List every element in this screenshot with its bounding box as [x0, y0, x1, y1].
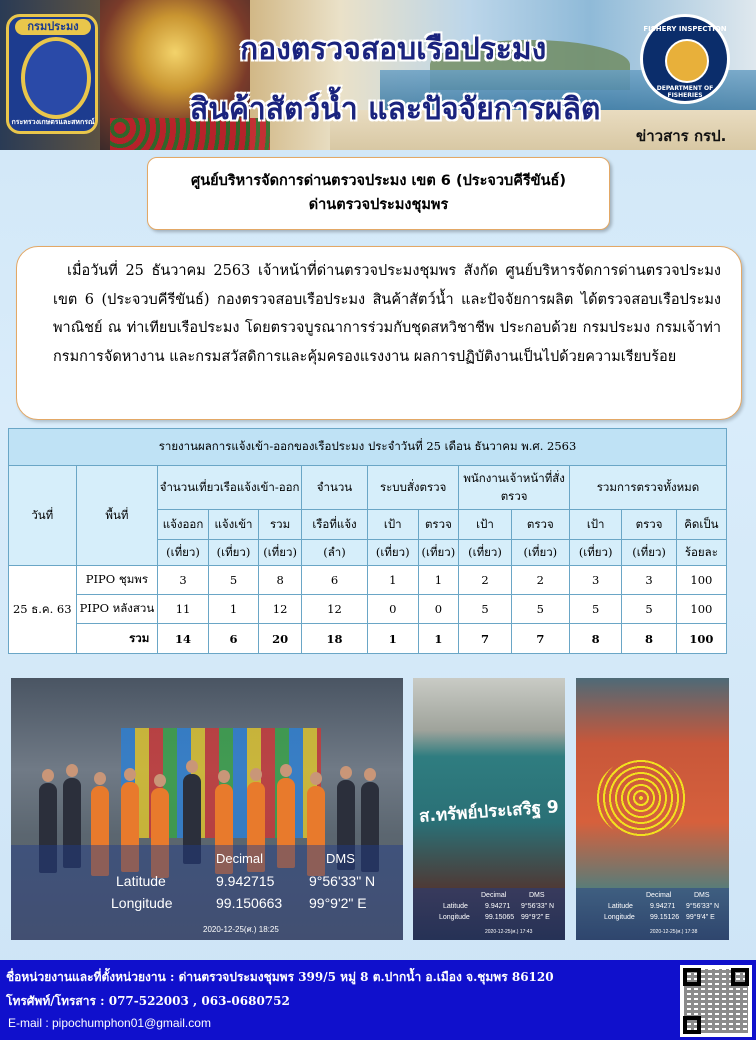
- table-caption: รายงานผลการแจ้งเข้า-ออกของเรือประมง ประจำวันที่ 25 เดือน ธันวาคม พ.ศ. 2563: [9, 429, 727, 466]
- sub-boats: เรือที่แจ้ง: [301, 510, 367, 540]
- gps-lon-dms: 99°9'2" E: [521, 914, 550, 921]
- cell-off-target: 2: [459, 566, 511, 595]
- sub-off-check: ตรวจ: [511, 510, 569, 540]
- cell-tot-target: 5: [569, 595, 621, 624]
- table-row: [9, 566, 727, 595]
- gps-overlay-main: [11, 845, 403, 940]
- header-total: รวมการตรวจทั้งหมด: [569, 466, 726, 510]
- unit-boat: (ลำ): [301, 540, 367, 566]
- gps-dms-header: DMS: [529, 892, 545, 899]
- sub-off-target: เป้า: [459, 510, 511, 540]
- gps-lat-dms: 9°56'33" N: [521, 903, 555, 910]
- gps-lat-label: Latitude: [116, 873, 166, 889]
- cell-off-check: 2: [511, 566, 569, 595]
- row-date: 25 ธ.ค. 63: [9, 566, 77, 654]
- total-tot-target: 8: [569, 624, 621, 654]
- fishery-inspection-emblem: [640, 14, 730, 104]
- footer-phone: โทรศัพท์/โทรสาร : 077-522003 , 063-0680752: [6, 994, 290, 1008]
- header-area: พื้นที่: [76, 466, 158, 566]
- sub-pct: คิดเป็น: [676, 510, 726, 540]
- gps-lon-decimal: 99.15126: [650, 914, 680, 921]
- gps-lat-decimal: 9.942715: [216, 873, 275, 889]
- footer-contact: [0, 960, 756, 1040]
- emblem-ring: [21, 37, 91, 119]
- cell-out: 11: [158, 595, 208, 624]
- gps-lon-label: Longitude: [604, 914, 635, 921]
- header-date: วันที่: [9, 466, 77, 566]
- office-line2: ด่านตรวจประมงชุมพร: [308, 197, 449, 213]
- cell-tot-target: 3: [569, 566, 621, 595]
- header-title-line1: กองตรวจสอบเรือประมง: [240, 32, 547, 67]
- footer-address: ชื่อหน่วยงานและที่ตั้งหน่วยงาน : ด่านตรวจประมงชุมพร 399/5 หมู่ 8 ต.ปากน้ำ อ.เมือง จ.ชุมพร 86120: [6, 970, 554, 984]
- cell-out: 3: [158, 566, 208, 595]
- header-count: จำนวน: [301, 466, 367, 510]
- cell-sys-target: 0: [368, 595, 418, 624]
- table-row: [9, 595, 727, 624]
- gps-lon-decimal: 99.15065: [485, 914, 515, 921]
- total-off-check: 7: [511, 624, 569, 654]
- report-table: [8, 428, 727, 654]
- gps-lat-decimal: 9.94271: [650, 903, 676, 910]
- gps-lon-label: Longitude: [111, 895, 173, 911]
- table-total-row: [9, 624, 727, 654]
- yellow-rope: [596, 758, 686, 838]
- emblem-right-bottom-label: DEPARTMENT OF FISHERIES: [656, 85, 714, 99]
- cell-off-check: 5: [511, 595, 569, 624]
- unit-trip: (เที่ยว): [368, 540, 418, 566]
- emblem-bottom-label: กระทรวงเกษตรและสหกรณ์: [11, 118, 95, 126]
- sub-tot-target: เป้า: [569, 510, 621, 540]
- total-tot-check: 8: [622, 624, 676, 654]
- total-out: 14: [158, 624, 208, 654]
- gps-lon-dms: 99°9'4" E: [686, 914, 715, 921]
- total-in: 6: [208, 624, 258, 654]
- cell-tot-check: 3: [622, 566, 676, 595]
- gps-lon-label: Longitude: [439, 914, 470, 921]
- cell-sum: 8: [259, 566, 302, 595]
- total-label: รวม: [76, 624, 158, 654]
- cell-boats: 12: [301, 595, 367, 624]
- unit-trip: (เที่ยว): [418, 540, 459, 566]
- unit-trip: (เที่ยว): [208, 540, 258, 566]
- office-box: [147, 157, 610, 230]
- gps-timestamp: 2020-12-25(ศ.) 17:43: [485, 929, 533, 935]
- department-of-fisheries-emblem: [6, 14, 98, 134]
- header-trips: จำนวนเที่ยวเรือแจ้งเข้า-ออก: [158, 466, 302, 510]
- gps-lat-dms: 9°56'33" N: [309, 873, 376, 889]
- cell-sys-target: 1: [368, 566, 418, 595]
- office-line1: ศูนย์บริหารจัดการด่านตรวจประมง เขต 6 (ประจวบคีรีขันธ์): [190, 173, 566, 189]
- emblem-right-top-label: FISHERY INSPECTION: [643, 25, 727, 33]
- sub-tot-check: ตรวจ: [622, 510, 676, 540]
- boat-name-text: ส.ทรัพย์ประเสริฐ 9: [418, 797, 560, 827]
- gps-dms-header: DMS: [326, 851, 355, 866]
- sub-in: แจ้งเข้า: [208, 510, 258, 540]
- fishing-gear-photo: [576, 678, 729, 940]
- cell-in: 1: [208, 595, 258, 624]
- news-label: ข่าวสาร กรป.: [636, 127, 727, 145]
- cell-in: 5: [208, 566, 258, 595]
- emblem-right-center: [665, 39, 709, 83]
- gps-timestamp: 2020-12-25(ศ.) 18:25: [203, 925, 279, 934]
- gps-lat-decimal: 9.94271: [485, 903, 511, 910]
- sub-sys-check: ตรวจ: [418, 510, 459, 540]
- unit-trip: (เที่ยว): [259, 540, 302, 566]
- gps-overlay-gear: [576, 888, 729, 940]
- gps-decimal-header: Decimal: [646, 892, 672, 899]
- sub-sys-target: เป้า: [368, 510, 418, 540]
- total-off-target: 7: [459, 624, 511, 654]
- group-inspection-photo: [11, 678, 403, 940]
- total-sum: 20: [259, 624, 302, 654]
- unit-pct: ร้อยละ: [676, 540, 726, 566]
- total-boats: 18: [301, 624, 367, 654]
- header-title-line2: สินค้าสัตว์น้ำ และปัจจัยการผลิต: [190, 92, 601, 127]
- total-sys-check: 1: [418, 624, 459, 654]
- emblem-top-label: กรมประมง: [15, 19, 91, 35]
- row-area: PIPO ชุมพร: [76, 566, 158, 595]
- sub-sum: รวม: [259, 510, 302, 540]
- news-body-box: [16, 246, 742, 420]
- cell-sys-check: 1: [418, 566, 459, 595]
- gps-decimal-header: Decimal: [216, 851, 263, 866]
- cell-pct: 100: [676, 566, 726, 595]
- cell-tot-check: 5: [622, 595, 676, 624]
- unit-trip: (เที่ยว): [622, 540, 676, 566]
- row-area: PIPO หลังสวน: [76, 595, 158, 624]
- unit-trip: (เที่ยว): [569, 540, 621, 566]
- unit-trip: (เที่ยว): [158, 540, 208, 566]
- cell-boats: 6: [301, 566, 367, 595]
- gps-overlay-boat: [413, 888, 565, 940]
- cell-off-target: 5: [459, 595, 511, 624]
- header-system: ระบบสั่งตรวจ: [368, 466, 459, 510]
- unit-trip: (เที่ยว): [511, 540, 569, 566]
- total-sys-target: 1: [368, 624, 418, 654]
- header-officer: พนักงานเจ้าหน้าที่สั่งตรวจ: [459, 466, 570, 510]
- gps-decimal-header: Decimal: [481, 892, 507, 899]
- gps-lon-decimal: 99.150663: [216, 895, 283, 911]
- gps-lat-label: Latitude: [443, 903, 468, 910]
- gps-lat-dms: 9°56'33" N: [686, 903, 720, 910]
- sub-out: แจ้งออก: [158, 510, 208, 540]
- gps-lon-dms: 99°9'2" E: [309, 895, 367, 911]
- unit-trip: (เที่ยว): [459, 540, 511, 566]
- cell-pct: 100: [676, 595, 726, 624]
- gps-timestamp: 2020-12-25(ศ.) 17:38: [650, 929, 698, 935]
- gps-lat-label: Latitude: [608, 903, 633, 910]
- fishing-boat-photo: [413, 678, 565, 940]
- cell-sum: 12: [259, 595, 302, 624]
- cell-sys-check: 0: [418, 595, 459, 624]
- qr-code-icon[interactable]: [680, 965, 752, 1037]
- news-body-text: เมื่อวันที่ 25 ธันวาคม 2563 เจ้าหน้าที่ด่านตรวจประมงชุมพร สังกัด ศูนย์บริหารจัดการด่านตรวจประมง เขต 6 (ประจวบคีรีขันธ์) กองตรวจสอบเรือประมง สินค้าสัตว์น้ำ และปัจจัยการผลิต ได้ตรวจสอบเรือประมงพาณิชย์ ณ ท่าเทียบเรือประมง โดยตรวจบูรณาการร่วมกับชุดสหวิชาชีพ ประกอบด้วย กรมประมง กรมเจ้าท่า กรมการจัดหางาน และกรมสวัสดิการและคุ้มครองแรงงาน ผลการปฏิบัติงานเป็นไปด้วยความเรียบร้อย: [53, 263, 721, 365]
- gps-dms-header: DMS: [694, 892, 710, 899]
- footer-email[interactable]: E-mail : pipochumphon01@gmail.com: [8, 1016, 211, 1030]
- total-pct: 100: [676, 624, 726, 654]
- header-banner: [0, 0, 756, 150]
